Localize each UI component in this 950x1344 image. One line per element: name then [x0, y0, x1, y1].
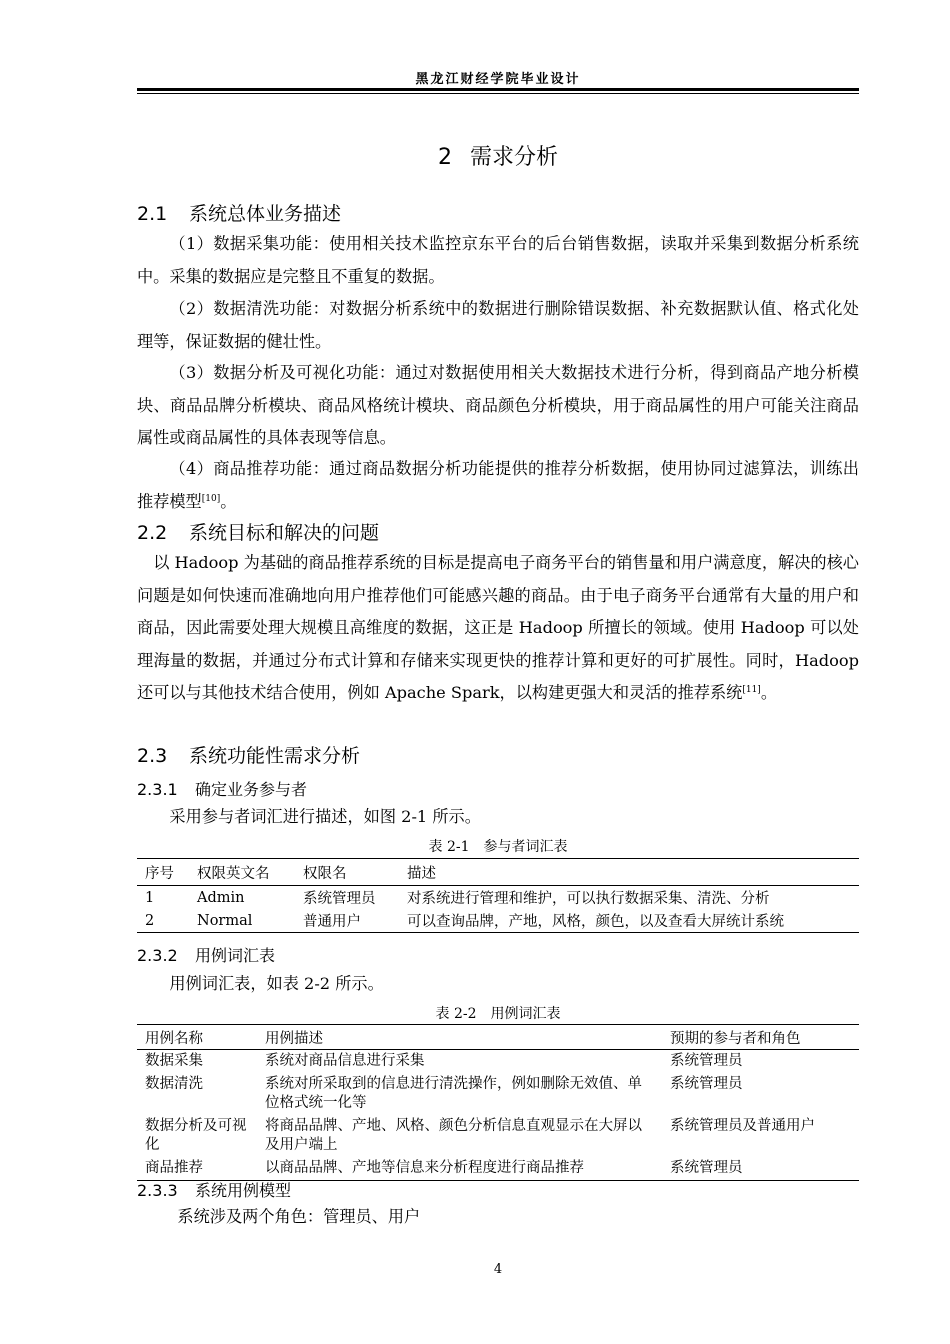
section-title: 系统用例模型 — [195, 1181, 292, 1200]
table-header-row — [137, 1025, 859, 1050]
section-heading-2-3-2 — [137, 943, 275, 966]
table-cell: 系统管理员及普通用户 — [670, 1118, 815, 1134]
table-header-row — [137, 859, 859, 886]
paragraph-end: 。 — [220, 491, 237, 511]
table-row — [137, 1073, 859, 1115]
column-header: 权限名 — [295, 859, 399, 886]
paragraph-data-analysis: （3）数据分析及可视化功能：通过对数据使用相关大数据技术进行分析，得到商品产地分析模块、商品品牌分析模块、商品风格统计模块、商品颜色分析模块，用于商品属性的用户可能关注商品属性或商品属性的具体表现等信息。 — [137, 363, 859, 447]
paragraph-actor-intro: 采用参与者词汇进行描述，如图 2-1 所示。 — [169, 807, 481, 826]
column-header: 权限英文名 — [189, 859, 295, 886]
column-header: 用例名称 — [137, 1025, 257, 1050]
table-cell: 将商品品牌、产地、风格、颜色分析信息直观显示在大屏以及用户端上 — [265, 1118, 642, 1153]
table-cell: 1 — [145, 889, 155, 906]
section-number: 2.3 — [137, 745, 168, 767]
column-header: 预期的参与者和角色 — [662, 1025, 859, 1050]
section-heading-2-2 — [137, 518, 379, 545]
table-cell: 2 — [145, 912, 155, 929]
table-cell: 对系统进行管理和维护，可以执行数据采集、清洗、分析 — [407, 891, 770, 907]
table-row — [137, 1050, 859, 1074]
section-title: 系统总体业务描述 — [189, 203, 342, 225]
paragraph-text: （4）商品推荐功能：通过商品数据分析功能提供的推荐分析数据，使用协同过滤算法，训练出推荐模型 — [137, 459, 859, 511]
table-row — [137, 1115, 859, 1157]
table-cell: 系统对所采取到的信息进行清洗操作，例如删除无效值、单位格式统一化等 — [265, 1076, 642, 1111]
table-cell: 数据清洗 — [145, 1076, 203, 1092]
table-cell: Admin — [197, 889, 245, 906]
paragraph-system-goal — [137, 547, 859, 710]
section-title: 用例词汇表 — [195, 946, 276, 965]
chapter-number: 2 — [437, 145, 452, 170]
table-2-caption: 表 2-2 用例词汇表 — [435, 1006, 561, 1022]
table-cell: 数据分析及可视化 — [145, 1118, 247, 1153]
header-rule-thin — [137, 93, 859, 94]
column-header: 描述 — [399, 859, 859, 886]
table-cell: 系统管理员 — [670, 1053, 743, 1069]
table-cell: Normal — [197, 912, 253, 929]
citation-ref: [11] — [742, 685, 761, 695]
section-number: 2.3.2 — [137, 946, 178, 965]
paragraph-data-cleaning: （2）数据清洗功能：对数据分析系统中的数据进行删除错误数据、补充数据默认值、格式化处理等，保证数据的健壮性。 — [137, 299, 859, 351]
section-number: 2.1 — [137, 203, 168, 225]
citation-ref: [10] — [201, 493, 221, 504]
section-heading-2-1 — [137, 199, 341, 226]
page-number: 4 — [493, 1262, 503, 1277]
section-title: 确定业务参与者 — [195, 780, 308, 799]
section-heading-2-3-3 — [137, 1178, 291, 1201]
table-cell: 普通用户 — [303, 914, 361, 930]
paragraph-end: 。 — [760, 683, 778, 702]
section-title: 系统功能性需求分析 — [189, 745, 361, 767]
paragraph-roles: 系统涉及两个角色：管理员、用户 — [177, 1207, 421, 1226]
header-rule-thick — [137, 88, 859, 91]
column-header: 序号 — [137, 859, 189, 886]
section-title: 系统目标和解决的问题 — [189, 522, 380, 544]
section-number: 2.3.1 — [137, 780, 178, 799]
table-row — [137, 886, 859, 910]
section-number: 2.3.3 — [137, 1181, 178, 1200]
table-row — [137, 909, 859, 933]
actor-vocabulary-table — [137, 858, 859, 933]
page-header-title: 黑龙江财经学院毕业设计 — [415, 72, 581, 87]
table-cell: 系统管理员 — [670, 1160, 743, 1176]
column-header: 用例描述 — [257, 1025, 662, 1050]
usecase-vocabulary-table — [137, 1024, 859, 1181]
paragraph-text: 以 Hadoop 为基础的商品推荐系统的目标是提高电子商务平台的销售量和用户满意度，解决的核心问题是如何快速而准确地向用户推荐他们可能感兴趣的商品。由于电子商务平台通常有大量的用户和商品，因此需要处理大规模且高维度的数据，这正是 Hadoop 所擅长的领域。使用 Hadoop 可以处理海量的数据，并通过分布式计算和存储来实现更快的推荐计算和更好的可扩展性。同时，Hadoop 还可以与其他技术结合使用，例如 Apache Spark，以构建更强大和灵活的推荐系统 — [137, 553, 859, 702]
table-1-caption: 表 2-1 参与者词汇表 — [428, 839, 568, 855]
section-number: 2.2 — [137, 522, 168, 544]
paragraph-usecase-intro: 用例词汇表，如表 2-2 所示。 — [169, 974, 384, 993]
table-cell: 以商品品牌、产地等信息来分析程度进行商品推荐 — [265, 1160, 584, 1176]
section-heading-2-3-1 — [137, 777, 307, 800]
table-cell: 可以查询品牌，产地，风格，颜色，以及查看大屏统计系统 — [407, 914, 784, 930]
section-heading-2-3 — [137, 741, 360, 768]
table-cell: 数据采集 — [145, 1053, 203, 1069]
paragraph-recommendation — [137, 453, 859, 518]
chapter-title: 需求分析 — [469, 145, 558, 170]
table-cell: 商品推荐 — [145, 1160, 203, 1176]
table-cell: 系统管理员 — [670, 1076, 743, 1092]
paragraph-data-collection: （1）数据采集功能：使用相关技术监控京东平台的后台销售数据，读取并采集到数据分析系统中。采集的数据应是完整且不重复的数据。 — [137, 234, 859, 286]
table-cell: 系统管理员 — [303, 891, 376, 907]
table-row — [137, 1157, 859, 1181]
chapter-heading — [137, 140, 859, 171]
table-cell: 系统对商品信息进行采集 — [265, 1053, 425, 1069]
